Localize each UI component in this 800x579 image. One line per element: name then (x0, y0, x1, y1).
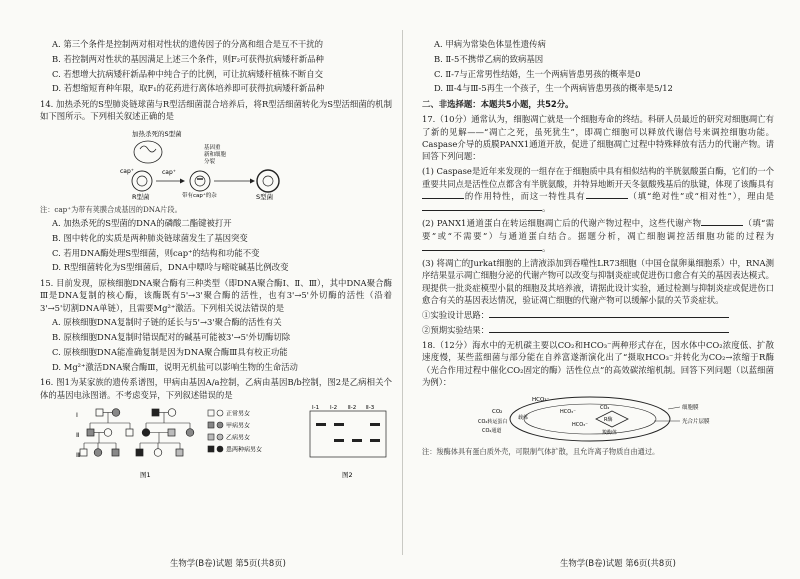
q16-option-b: B. Ⅱ-5不携带乙病的致病基因 (434, 53, 544, 64)
q16-option-c: C. Ⅱ-7与正常男性结婚，生一个两病皆患男孩的概率是0 (434, 68, 641, 79)
q13-option-c: C. 若想增大抗病矮秆新品种中纯合子的比例，可让抗病矮秆植株不断自交 (52, 68, 324, 79)
cap-plus-2: cap⁺ (162, 168, 176, 176)
q14-option-d: D. R型细菌转化为S型细菌后，DNA中嘌呤与嘧啶碱基比例改变 (52, 262, 289, 273)
carrier-label: 载体 (518, 414, 529, 421)
q14-option-c: C. 若用DNA酶处理S型细菌，则cap⁺的结构和功能不变 (52, 247, 260, 258)
gene-note-2: 新和细胞 (204, 151, 227, 158)
q15-option-c: C. 原核细胞DNA能准确复制是因为DNA聚合酶Ⅲ具有校正功能 (52, 347, 288, 357)
photo-layer-label: 光合片层膜 (682, 418, 710, 425)
gel-frame (310, 411, 386, 457)
gene-note-3: 分裂 (204, 158, 216, 165)
cell-membrane-shape (510, 397, 670, 441)
q16-option-d: D. Ⅲ-4与Ⅲ-5再生一个孩子，生一个两病皆患男孩的概率是5/12 (434, 83, 673, 94)
q17-part-3b: ②预期实验结果： (422, 324, 774, 336)
q14-option-b: B. 图中转化的实质是两种肺炎链球菌发生了基因突变 (52, 232, 248, 243)
left-column (40, 38, 392, 485)
q14-note: 注：cap⁺为带有荚膜合成基因的DNA片段。 (40, 204, 182, 214)
co2-left: CO₂ (492, 408, 503, 415)
carboxysome-label: 羧酶体 (602, 429, 618, 436)
s-cell (257, 170, 279, 192)
mid-note-1: 带有cap⁺的杂 (182, 192, 217, 199)
legend-both: 患两种病男女 (226, 446, 263, 454)
lane-3: Ⅱ-2 (348, 405, 357, 412)
q15-option-a: A. 原核细胞DNA复制时子链的延长与5'→3'聚合酶的活性有关 (52, 317, 282, 328)
q15-stem: 15. 目前发现，原核细胞DNA聚合酶有三种类型（即DNA聚合酶Ⅰ、Ⅱ、Ⅲ），其中DNA聚合酶Ⅲ是DNA复制的核心酶，该酶既有5'→3'聚合酶的活性，也有3'→5'外切酶的活性（沿着3'→5'切割DNA单链），且需要Mg²⁺激活。下列相关说法错误的是 (40, 277, 392, 313)
fig-caption-top: 加热杀死的S型菌 (132, 129, 182, 138)
lane-1: Ⅰ-1 (312, 405, 320, 412)
column-divider (402, 30, 403, 555)
hco3-in: HCO₃⁻ (572, 421, 588, 428)
q16-stem: 16. 图1为某家族的遗传系谱图，甲病由基因A/a控制，乙病由基因B/b控制，图2是乙病相关个体的基因电泳图谱。不考虑变异，下列叙述错误的是 (40, 377, 392, 400)
cap-plus-1: cap⁺ (120, 167, 134, 175)
legend-jia: 甲病男女 (226, 422, 251, 430)
legend-yi: 乙病男女 (226, 434, 251, 442)
hco3-mid: HCO₃⁻ (560, 408, 576, 415)
q17-part-3: (3) 将凋亡的Jurkat细胞的上清液添加到吞噬性LR73细胞（中国仓鼠卵巢细胞系）中，RNA测序结果显示凋亡细胞分泌的代谢产物可以改变与抑制炎症或促进伤口愈合有关的基因表达模式。现提供一批炎症模型小鼠的细胞及其培养液，请据此设计实验，通过检测与抑制炎症或促进伤口愈合有关的基因表达情况，验证凋亡细胞的代谢产物可以缓解小鼠的关节炎症状。 (422, 257, 774, 306)
answer-blank[interactable] (422, 202, 542, 211)
gen-label-1: Ⅰ (76, 411, 78, 420)
q14-option-a: A. 加热杀死的S型菌的DNA的磷酸二酯键被打开 (52, 218, 232, 228)
dna-fragment-icon (140, 146, 156, 152)
heat-killed-s-cell (134, 141, 162, 163)
section-title: 二、非选择题：本题共5小题，共52分。 (422, 98, 574, 109)
q16-option-a: A. 甲病为常染色体显性遗传病 (434, 39, 546, 49)
co2-transporter: CO₂转运蛋白 (478, 418, 508, 425)
co2-channel: CO₂通道 (482, 427, 502, 434)
answer-blank[interactable] (586, 190, 628, 199)
answer-blank[interactable] (701, 217, 743, 226)
q18-stem: 18.（12分）海水中的无机碳主要以CO₂和HCO₃⁻两种形式存在，因水体中CO₂浓度低、扩散速度慢，某些蓝细菌与部分能在自养富遂渐演化出了“摄取HCO₃⁻并转化为CO₂→浓缩于R酶（光合作用过程中催化CO₂固定的酶）活性位点”的高效碳浓缩机制。回答下列问题（以蓝细菌为例）： (422, 340, 774, 388)
r-cell (132, 171, 152, 191)
q13-option-a: A. 第三个条件是控制两对相对性状的遗传因子的分离和组合是互不干扰的 (52, 39, 323, 49)
footer-right: 生物学(B卷)试题 第6页(共8页) (560, 558, 676, 568)
q17-part-2: (2) PANX1通道蛋白在转运细胞凋亡后的代谢产物过程中，这些代谢产物 （填“需要”或“不需要”）与通道蛋白结合。据题分析，凋亡细胞调控活细胞功能的过程为。 (422, 218, 774, 254)
hybrid-cell (190, 171, 210, 191)
label-s: S型菌 (256, 192, 274, 201)
label-r: R型菌 (132, 192, 150, 201)
gen-label-3: Ⅲ (76, 451, 81, 460)
q13-option-b: B. 若控制两对性状的基因满足上述三个条件，则F₂可获得抗病矮秆新品种 (52, 53, 324, 64)
lane-4: Ⅱ-3 (366, 405, 375, 412)
q14-figure (40, 127, 392, 201)
gene-note-1: 基因重 (204, 144, 221, 151)
co2-in: CO₂ (600, 404, 610, 411)
r-enzyme: R酶 (604, 416, 613, 423)
q15-option-b: B. 原核细胞DNA复制时错误配对的碱基可能被3'→5'外切酶切除 (52, 332, 291, 343)
q17-part-3a: ①实验设计思路： (422, 309, 774, 321)
q15-option-d: D. Mg²⁺激活DNA聚合酶Ⅲ，说明无机盐可以影响生物的生命活动 (52, 361, 298, 372)
q17-stem: 17.（10分）通常认为，细胞凋亡就是一个细胞寿命的终结。科研人员最近的研究对细胞凋亡有了新的见解——“凋亡之死，虽死犹生”，即凋亡细胞可以释放代谢信号来调控细胞功能。Caspase介导的质膜PANX1通道开放，促进了细胞凋亡过程中特殊释放有活力的代谢产物。请回答下列问题： (422, 114, 774, 162)
legend-normal: 正常男女 (226, 410, 251, 418)
thylakoid-shape (524, 404, 656, 434)
q17-part-1: (1) Caspase是近年来发现的一组存在于细胞质中具有相似结构的半胱氨酸蛋白酶，它们的一个重要共同点是活性位点都含有半胱氨酸，并特异地断开天冬氨酸残基后的肽键，体现了该酶具有的作用特性，而这一特性具有 （填“绝对性”或“相对性”），理由是。 (422, 166, 775, 214)
answer-blank[interactable] (422, 190, 464, 199)
q14-stem: 14. 加热杀死的S型肺炎链球菌与R型活细菌混合培养后，将R型活细菌转化为S型活细菌的机制如下图所示。下列相关叙述正确的是 (40, 98, 392, 122)
gen-label-2: Ⅱ (76, 431, 80, 440)
hco3-top: HCO₃⁻ (532, 396, 550, 403)
answer-blank[interactable] (422, 242, 542, 251)
answer-blank[interactable] (489, 309, 729, 318)
footer-left: 生物学(B卷)试题 第5页(共8页) (170, 558, 286, 568)
right-column (422, 38, 774, 459)
fig2-label: 图2 (342, 471, 353, 480)
cell-membrane-label: 细胞膜 (682, 404, 699, 411)
answer-blank[interactable] (489, 324, 729, 333)
lane-2: Ⅰ-2 (330, 405, 338, 412)
q18-note: 注：羧酶体具有蛋白质外壳，可限制气体扩散，且允许离子物质自由通过。 (422, 446, 660, 456)
pedigree-figure (40, 405, 392, 481)
q18-figure (422, 393, 774, 443)
q13-option-d: D. 若想缩短育种年限，取F₁的花药进行离体培养即可获得抗病矮秆新品种 (52, 83, 325, 94)
fig1-label: 图1 (140, 471, 151, 480)
